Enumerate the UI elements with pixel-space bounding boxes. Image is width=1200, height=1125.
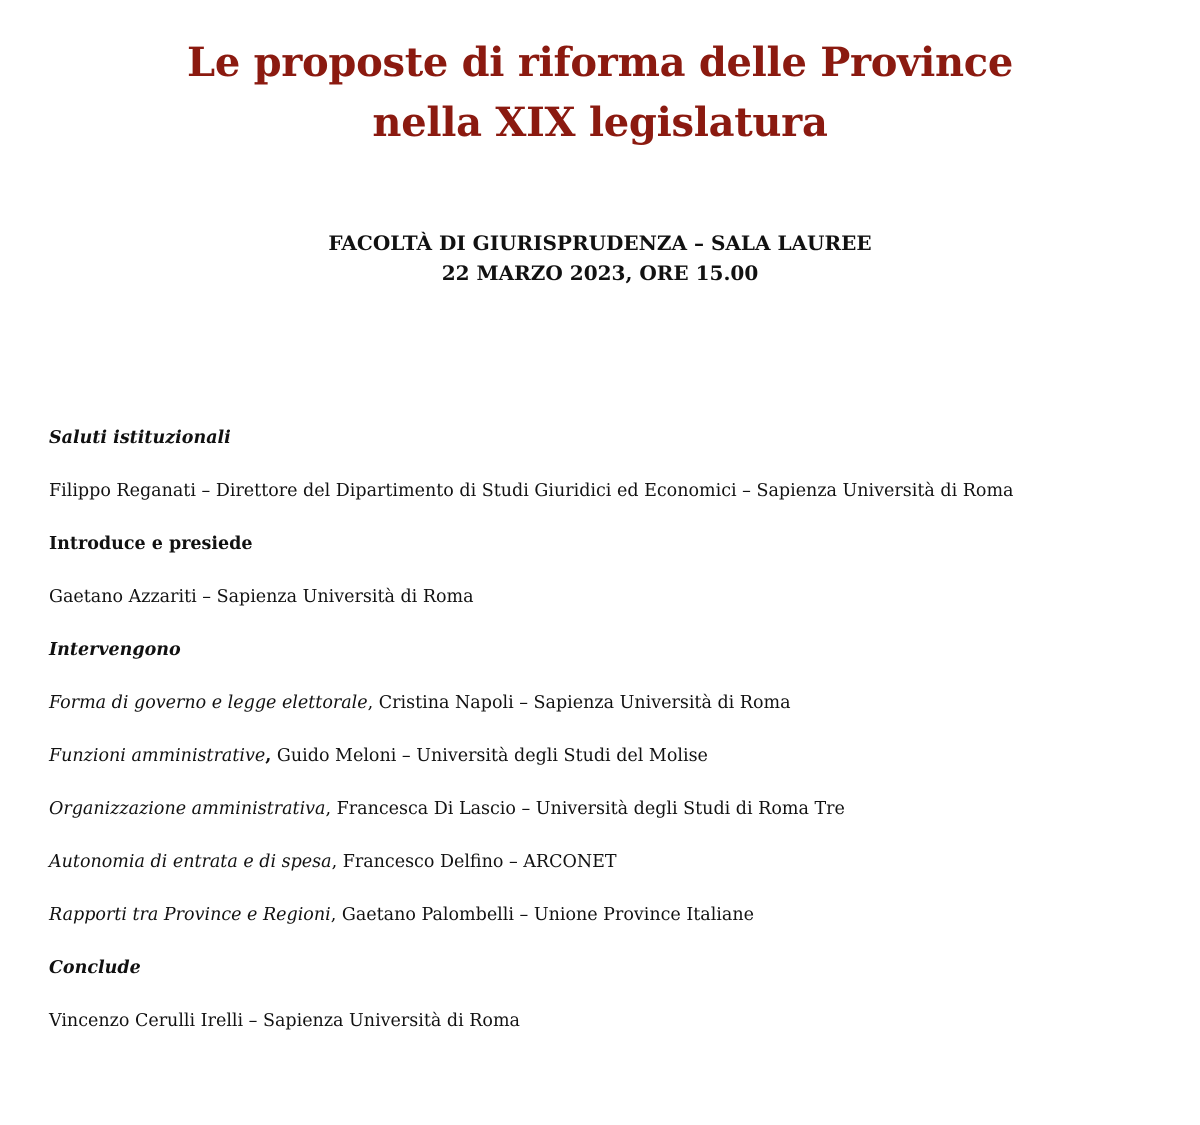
speaker-chair: Gaetano Azzariti – Sapienza Università di Roma (49, 587, 474, 607)
program-list (49, 424, 1159, 1060)
talk-item (49, 901, 1159, 954)
talk-topic: Rapporti tra Province e Regioni (49, 905, 331, 925)
talk-speaker: Guido Meloni – Università degli Studi del Molise (271, 746, 708, 766)
section-heading-speakers: Intervengono (49, 640, 181, 660)
title-line-2: nella XIX legislatura (372, 99, 828, 146)
talk-topic: Autonomia di entrata e di spesa (49, 852, 332, 872)
event-venue-block (0, 228, 1200, 288)
talk-separator: , (325, 799, 332, 819)
speaker-closing: Vincenzo Cerulli Irelli – Sapienza Università di Roma (49, 1011, 520, 1031)
section-heading-chair: Introduce e presiede (49, 534, 253, 554)
venue-place: FACOLTÀ DI GIURISPRUDENZA – SALA LAUREE (328, 231, 872, 255)
talk-speaker: Francesca Di Lascio – Università degli Studi di Roma Tre (331, 799, 845, 819)
talk-speaker: Gaetano Palombelli – Unione Province Italiane (336, 905, 754, 925)
talk-speaker: Francesco Delfino – ARCONET (337, 852, 617, 872)
section-heading-greetings: Saluti istituzionali (49, 428, 231, 448)
venue-datetime: 22 MARZO 2023, ORE 15.00 (441, 261, 759, 285)
page-title (0, 33, 1200, 153)
talk-item (49, 742, 1159, 795)
talk-separator: , (331, 852, 338, 872)
title-line-1: Le proposte di riforma delle Province (187, 39, 1013, 86)
talk-separator: , (330, 905, 337, 925)
speaker-greetings: Filippo Reganati – Direttore del Dipartimento di Studi Giuridici ed Economici – Sapienza Università di Roma (49, 481, 1014, 501)
talk-topic: Funzioni amministrative (49, 746, 266, 766)
talk-topic: Organizzazione amministrativa (49, 799, 326, 819)
talk-speaker: Cristina Napoli – Sapienza Università di Roma (373, 693, 791, 713)
talk-topic: Forma di governo e legge elettorale (49, 693, 368, 713)
talk-item (49, 795, 1159, 848)
talk-separator: , (367, 693, 374, 713)
talk-item (49, 848, 1159, 901)
talk-separator: , (265, 746, 272, 766)
section-heading-closing: Conclude (49, 958, 141, 978)
talk-item (49, 689, 1159, 742)
